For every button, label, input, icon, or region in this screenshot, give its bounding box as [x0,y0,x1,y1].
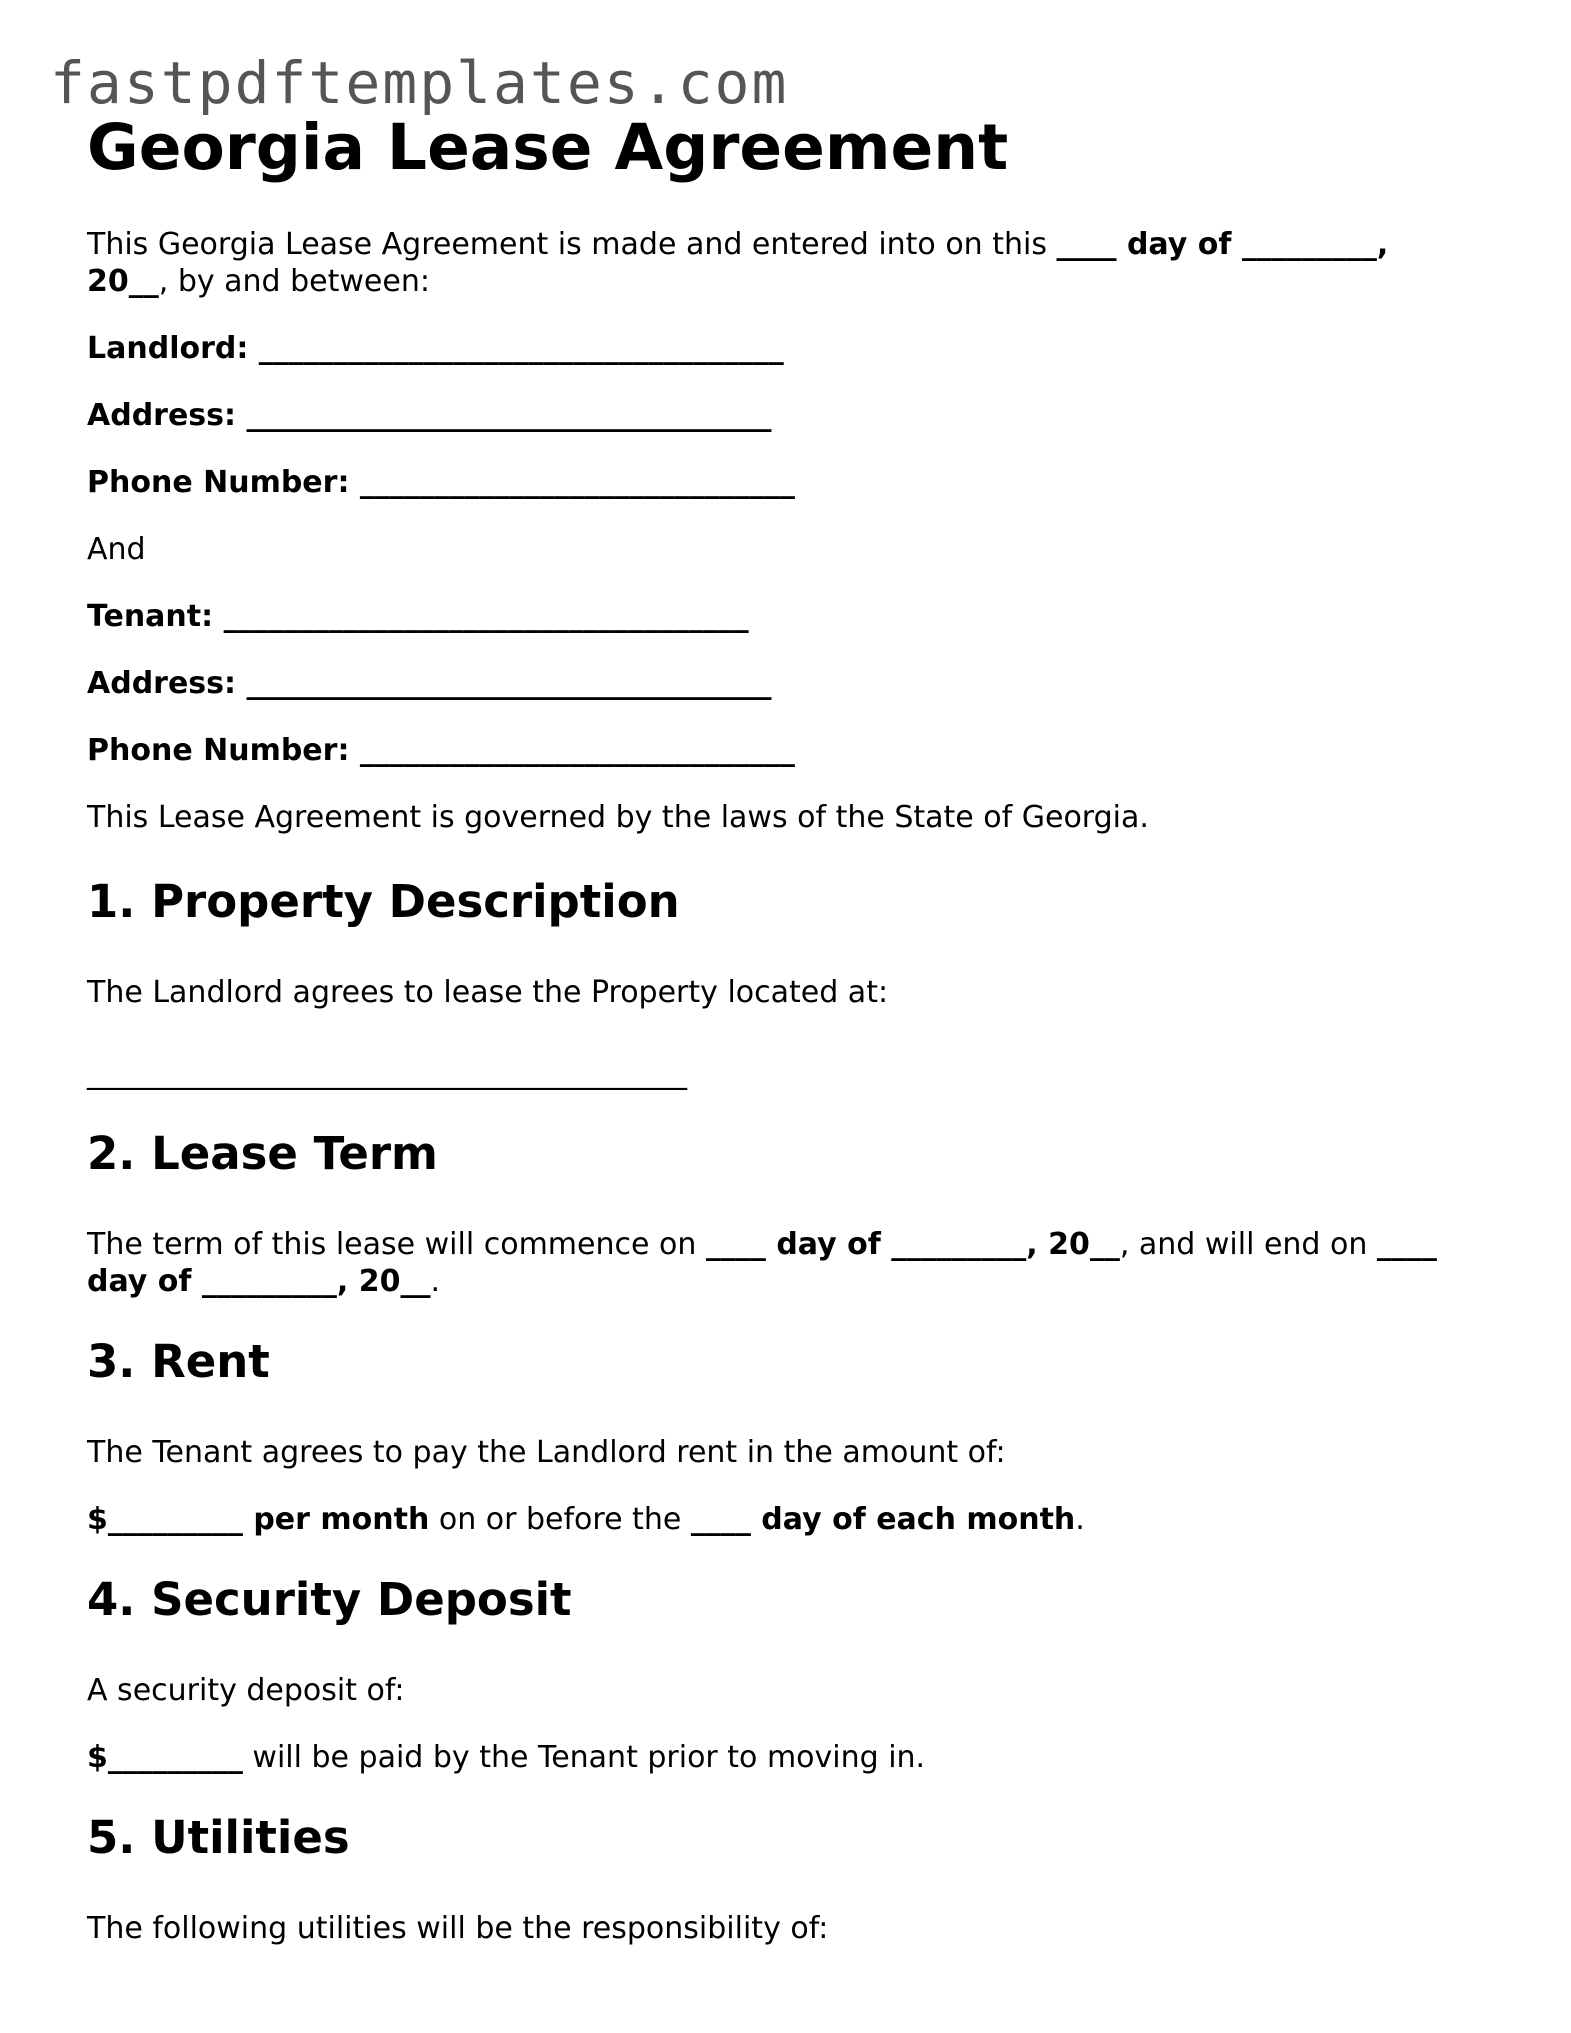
lease-term-start-text: The term of this lease will commence on [87,1227,706,1262]
rent-due-day-blank: ____ day of each month [690,1502,1076,1537]
rent-period: . [1075,1502,1085,1537]
landlord-phone-field [87,464,1487,501]
lease-start-date-blank: ____ day of _________, 20__ [705,1227,1120,1262]
utilities-heading: 5. Utilities [87,1811,350,1864]
landlord-name-blank: ___________________________________ [258,331,784,366]
document-title: Georgia Lease Agreement [87,111,1009,184]
deposit-terms-text: will be paid by the Tenant prior to moving in. [242,1740,926,1775]
tenant-name-field [87,598,1487,635]
landlord-name-label: Landlord: [87,331,259,366]
tenant-phone-field [87,732,1487,769]
landlord-address-label: Address: [87,398,247,433]
lease-end-date-blank: ____ day of _________, 20__ [87,1227,1437,1299]
property-address-blank: ________________________________________ [87,1056,687,1091]
deposit-amount-blank: $_________ [87,1740,243,1775]
utilities-text: The following utilities will be the responsibility of: [87,1911,829,1946]
security-deposit-heading: 4. Security Deposit [87,1573,572,1626]
and-text: And [87,532,146,567]
tenant-address-label: Address: [87,666,247,701]
lease-term-period: . [430,1264,441,1299]
governing-law-text: This Lease Agreement is governed by the laws of the State of Georgia. [87,800,1149,835]
intro-paragraph [87,226,1467,300]
tenant-phone-blank: _____________________________ [359,733,795,768]
property-text: The Landlord agrees to lease the Property located at: [87,975,889,1010]
security-deposit-text: A security deposit of: [87,1673,405,1708]
rent-text: The Tenant agrees to pay the Landlord rent in the amount of: [87,1435,1006,1470]
lease-term-end-text: , and will end on [1119,1227,1377,1262]
intro-suffix: , by and between: [158,264,430,299]
tenant-address-field [87,665,1487,702]
document [87,108,1487,1947]
property-heading: 1. Property Description [87,875,680,928]
landlord-address-field [87,397,1487,434]
security-deposit-line [87,1739,1487,1776]
tenant-name-label: Tenant: [87,599,224,634]
agreement-date-blank: ____ day of _________, 20__ [87,227,1389,299]
rent-amount-blank: $_________ per month [87,1502,430,1537]
rent-heading: 3. Rent [87,1335,270,1388]
rent-amount-line [87,1501,1487,1538]
tenant-address-blank: ___________________________________ [246,666,772,701]
landlord-name-field [87,330,1487,367]
landlord-phone-label: Phone Number: [87,465,360,500]
landlord-address-blank: ___________________________________ [246,398,772,433]
intro-text: This Georgia Lease Agreement is made and entered into on this [87,227,1057,262]
tenant-name-blank: ___________________________________ [223,599,749,634]
landlord-phone-blank: _____________________________ [359,465,795,500]
tenant-phone-label: Phone Number: [87,733,360,768]
rent-due-text: on or before the [429,1502,691,1537]
lease-term-heading: 2. Lease Term [87,1127,438,1180]
watermark: fastpdftemplates.com [50,49,789,117]
lease-term-text [87,1226,1507,1300]
